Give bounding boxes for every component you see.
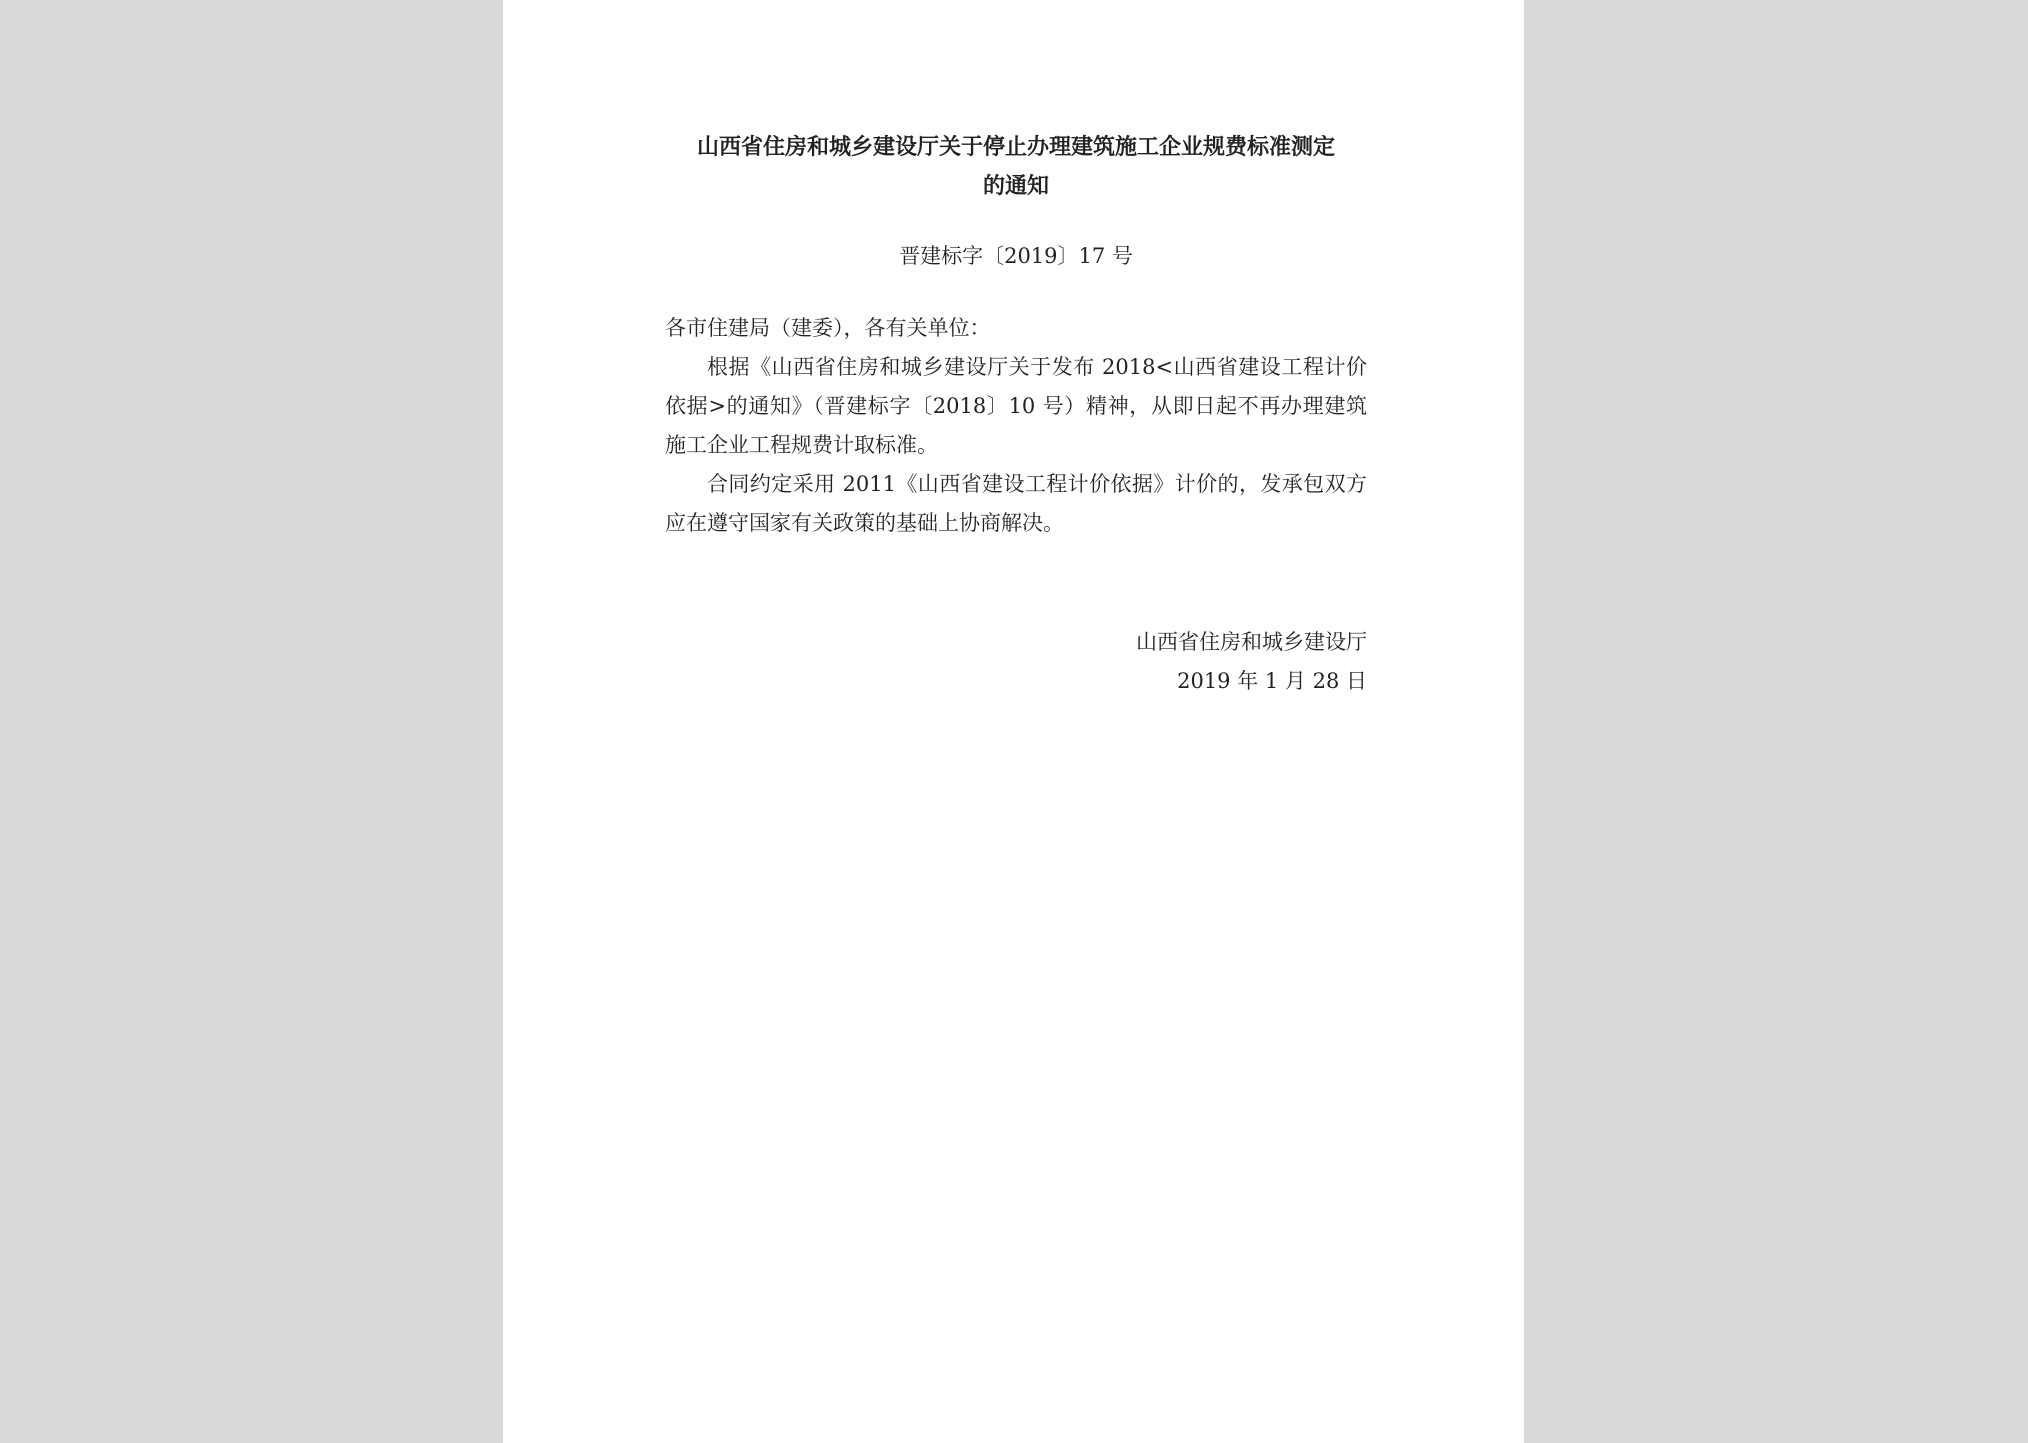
- document-content: [665, 128, 1367, 701]
- salutation: 各市住建局（建委），各有关单位：: [665, 316, 991, 340]
- issuer-name: 山西省住房和城乡建设厅: [1136, 630, 1367, 654]
- document-number: 晋建标字〔2019〕17 号: [899, 244, 1133, 268]
- paragraph-1: 根据《山西省住房和城乡建设厅关于发布 2018<山西省建设工程计价依据>的通知》（晋建标字〔2018〕10 号）精神，从即日起不再办理建筑施工企业工程规费计取标准。: [665, 355, 1367, 457]
- signature-block: [665, 623, 1367, 701]
- title-line-1: 山西省住房和城乡建设厅关于停止办理建筑施工企业规费标准测定: [696, 134, 1335, 160]
- title-line-2: 的通知: [982, 173, 1049, 199]
- issue-date: 2019 年 1 月 28 日: [1177, 669, 1367, 693]
- document-page: [503, 0, 1524, 1443]
- document-title: [665, 128, 1367, 206]
- paragraph-2: 合同约定采用 2011《山西省建设工程计价依据》计价的，发承包双方应在遵守国家有关政策的基础上协商解决。: [665, 472, 1367, 535]
